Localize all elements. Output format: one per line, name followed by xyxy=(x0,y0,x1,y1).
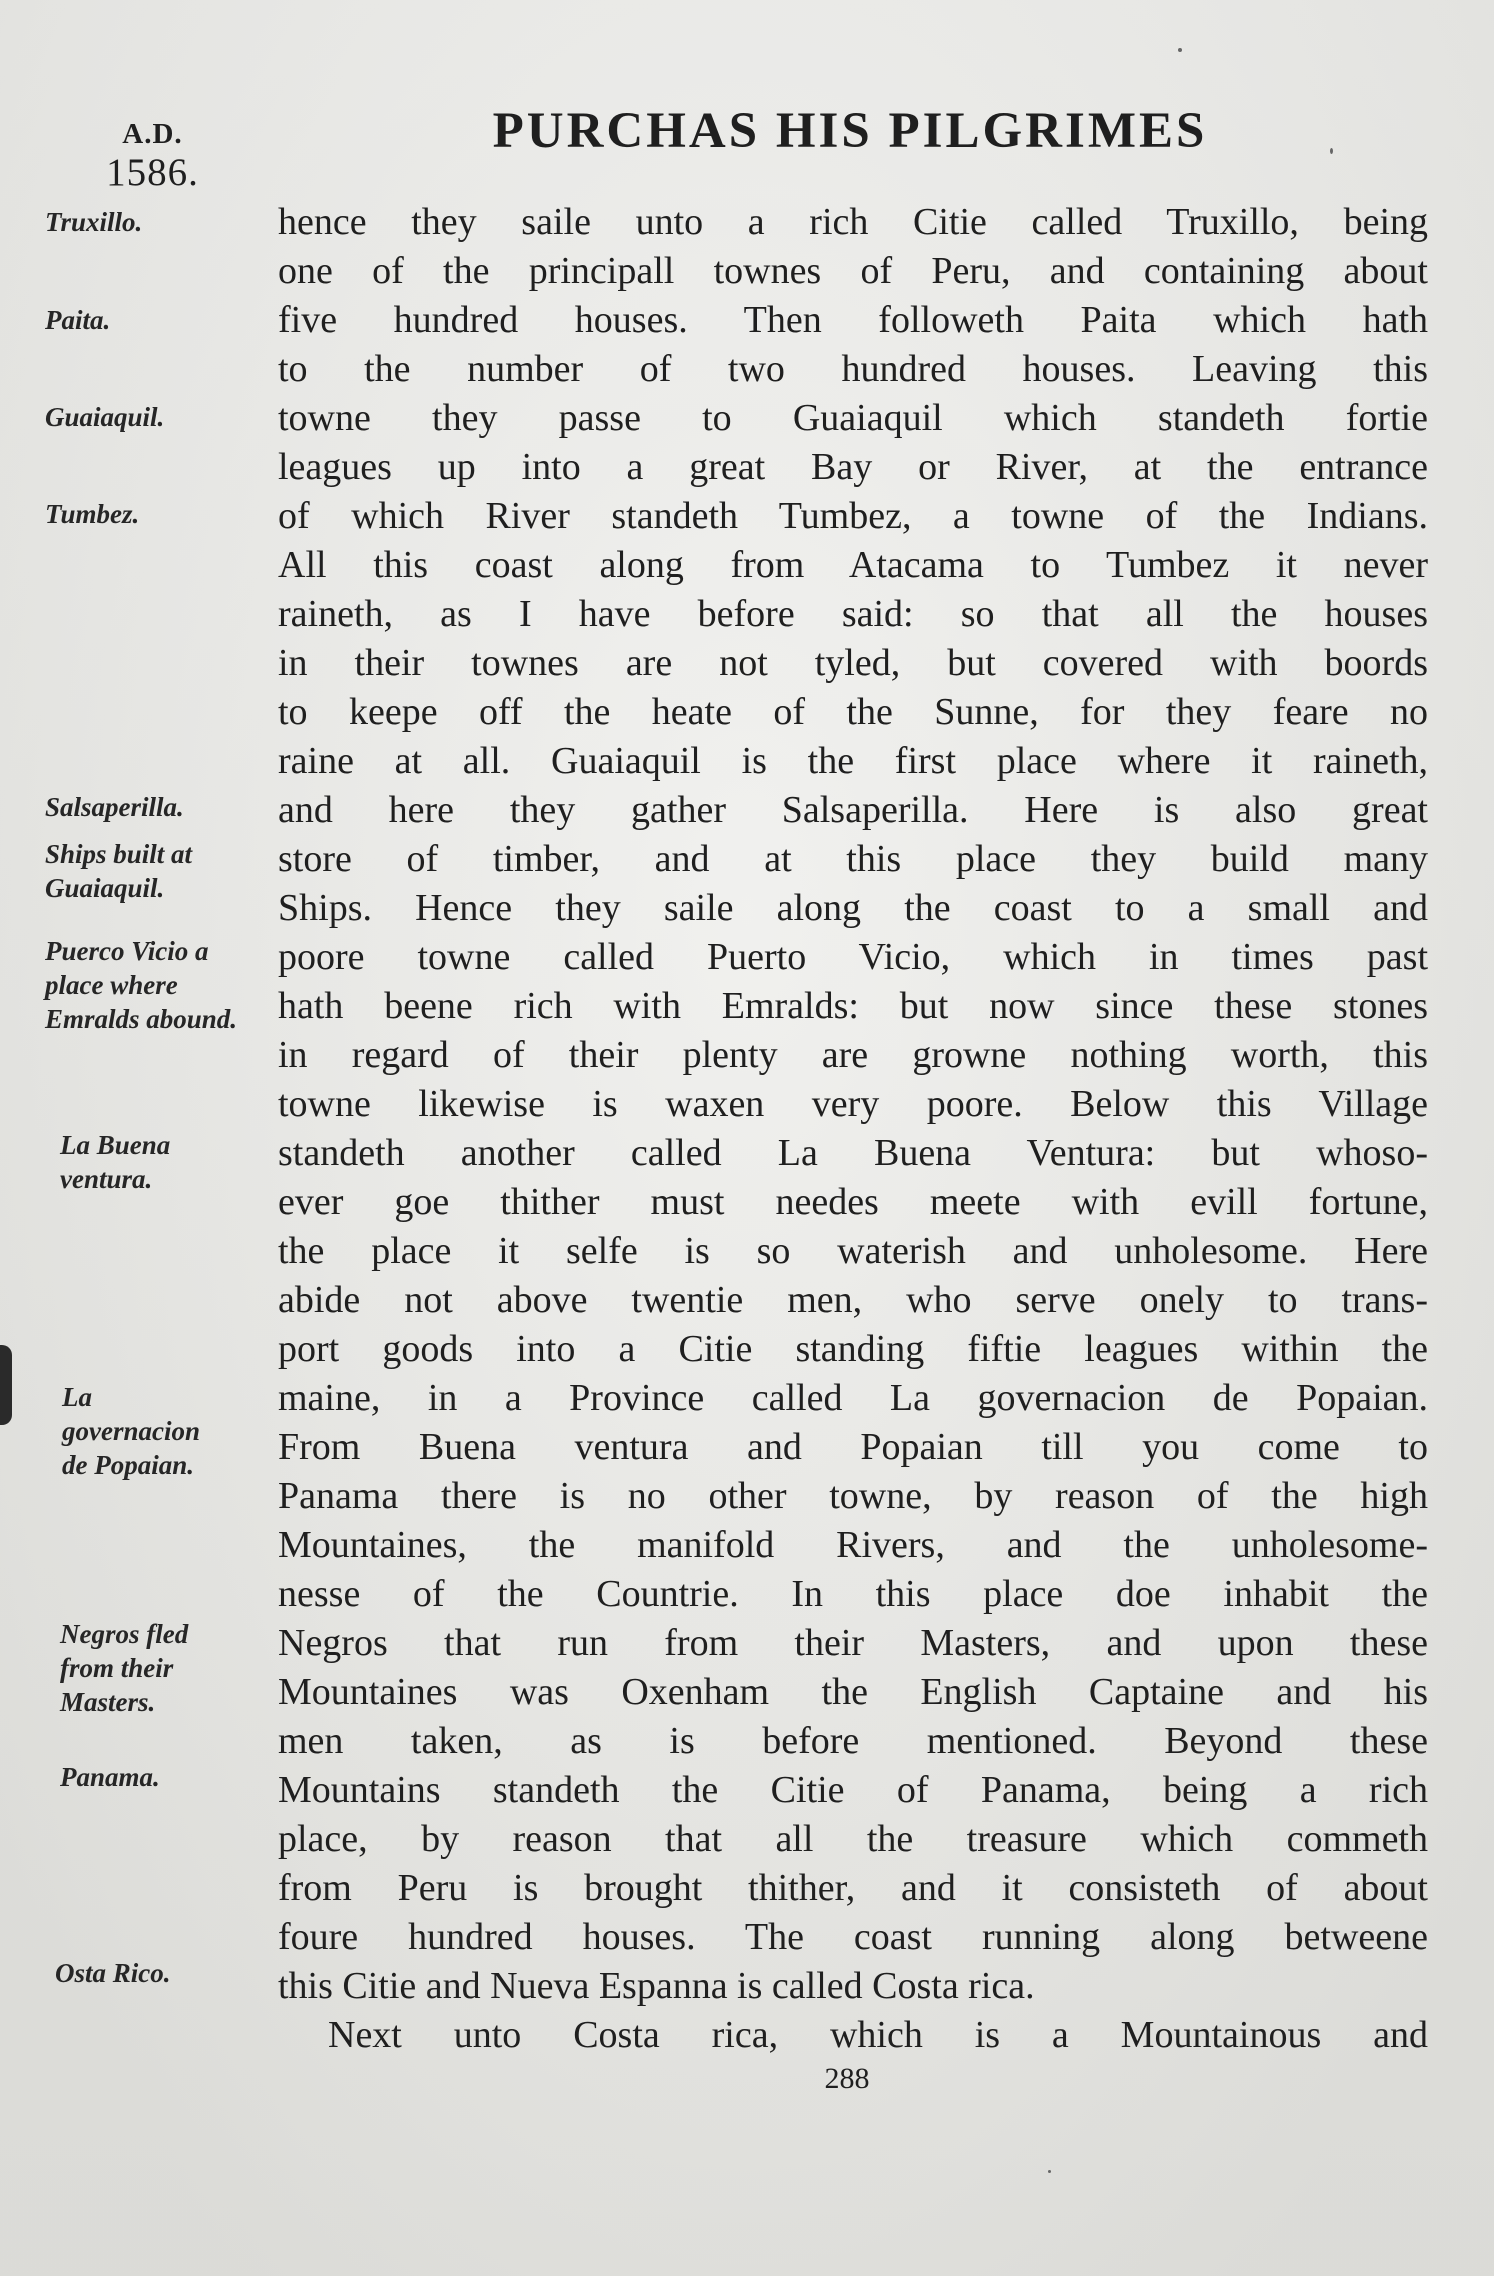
text-line: five hundred houses. Then followeth Paita which hath xyxy=(278,299,1428,341)
margin-note-truxillo: Truxillo. xyxy=(45,207,143,237)
text-line: and here they gather Salsaperilla. Here is also great xyxy=(278,789,1428,831)
text-line: abide not above twentie men, who serve onely to trans- xyxy=(278,1279,1428,1321)
text-line: leagues up into a great Bay or River, at the entrance xyxy=(278,446,1428,488)
text-line: the place it selfe is so waterish and unholesome. Here xyxy=(278,1230,1428,1272)
text-line: to the number of two hundred houses. Leaving this xyxy=(278,348,1428,390)
text-line: Mountaines was Oxenham the English Captaine and his xyxy=(278,1671,1428,1713)
margin-note-popaian: La governacion de Popaian. xyxy=(62,1382,200,1480)
text-line: Mountains standeth the Citie of Panama, being a rich xyxy=(278,1769,1428,1811)
text-line: to keepe off the heate of the Sunne, for they feare no xyxy=(278,691,1428,733)
text-line: nesse of the Countrie. In this place doe inhabit the xyxy=(278,1573,1428,1615)
text-line: Mountaines, the manifold Rivers, and the unholesome- xyxy=(278,1524,1428,1566)
text-line: maine, in a Province called La governacion de Popaian. xyxy=(278,1377,1428,1419)
margin-note-guaiaquil: Guaiaquil. xyxy=(45,402,165,432)
text-line: place, by reason that all the treasure which commeth xyxy=(278,1818,1428,1860)
text-line: hath beene rich with Emralds: but now since these stones xyxy=(278,985,1428,1027)
text-line: poore towne called Puerto Vicio, which in times past xyxy=(278,936,1428,978)
text-line: Negros that run from their Masters, and upon these xyxy=(278,1622,1428,1664)
text-line: raineth, as I have before said: so that all the houses xyxy=(278,593,1428,635)
margin-note-tumbez: Tumbez. xyxy=(45,499,140,529)
text-line: in regard of their plenty are growne nothing worth, this xyxy=(278,1034,1428,1076)
margin-note-puerco-vicio: Puerco Vicio a place where Emralds abound. xyxy=(45,936,238,1034)
text-line: All this coast along from Atacama to Tumbez it never xyxy=(278,544,1428,586)
text-line: Ships. Hence they saile along the coast to a small and xyxy=(278,887,1428,929)
running-title: PURCHAS HIS PILGRIMES xyxy=(492,103,1208,159)
text-line: store of timber, and at this place they build many xyxy=(278,838,1428,880)
text-line: raine at all. Guaiaquil is the first place where it raineth, xyxy=(278,740,1428,782)
text-line: standeth another called La Buena Ventura: but whoso- xyxy=(278,1132,1428,1174)
margin-note-ships: Ships built at Guaiaquil. xyxy=(45,839,193,903)
text-line: from Peru is brought thither, and it consisteth of about xyxy=(278,1867,1428,1909)
text-line: towne likewise is waxen very poore. Below this Village xyxy=(278,1083,1428,1125)
dust-speck xyxy=(1330,148,1333,154)
text-line: foure hundred houses. The coast running along betweene xyxy=(278,1916,1428,1958)
text-line: towne they passe to Guaiaquil which standeth fortie xyxy=(278,397,1428,439)
text-line: in their townes are not tyled, but covered with boords xyxy=(278,642,1428,684)
year-label: 1586. xyxy=(106,151,199,194)
text-line: Next unto Costa rica, which is a Mountainous and xyxy=(328,2014,1428,2056)
text-line: this Citie and Nueva Espanna is called Costa rica. xyxy=(278,1965,1035,2007)
page-edge-mark xyxy=(0,1345,12,1425)
era-label: A.D. xyxy=(122,118,183,150)
text-line: hence they saile unto a rich Citie called Truxillo, being xyxy=(278,201,1428,243)
text-line: of which River standeth Tumbez, a towne of the Indians. xyxy=(278,495,1428,537)
text-line: Panama there is no other towne, by reason of the high xyxy=(278,1475,1428,1517)
margin-note-salsaperilla: Salsaperilla. xyxy=(45,792,184,822)
text-line: ever goe thither must needes meete with evill fortune, xyxy=(278,1181,1428,1223)
text-line: port goods into a Citie standing fiftie leagues within the xyxy=(278,1328,1428,1370)
margin-note-la-buena-ventura: La Buena ventura. xyxy=(60,1130,171,1194)
margin-note-panama: Panama. xyxy=(60,1762,160,1792)
margin-note-paita: Paita. xyxy=(45,305,111,335)
dust-speck xyxy=(1048,2170,1051,2173)
body-text xyxy=(278,198,1428,2060)
text-line: men taken, as is before mentioned. Beyond these xyxy=(278,1720,1428,1762)
margin-note-negros: Negros fled from their Masters. xyxy=(60,1619,189,1717)
dust-speck xyxy=(1178,48,1182,52)
margin-note-osta-rico: Osta Rico. xyxy=(55,1958,171,1988)
text-line: one of the principall townes of Peru, and containing about xyxy=(278,250,1428,292)
text-line: From Buena ventura and Popaian till you come to xyxy=(278,1426,1428,1468)
page-number: 288 xyxy=(824,2062,870,2095)
